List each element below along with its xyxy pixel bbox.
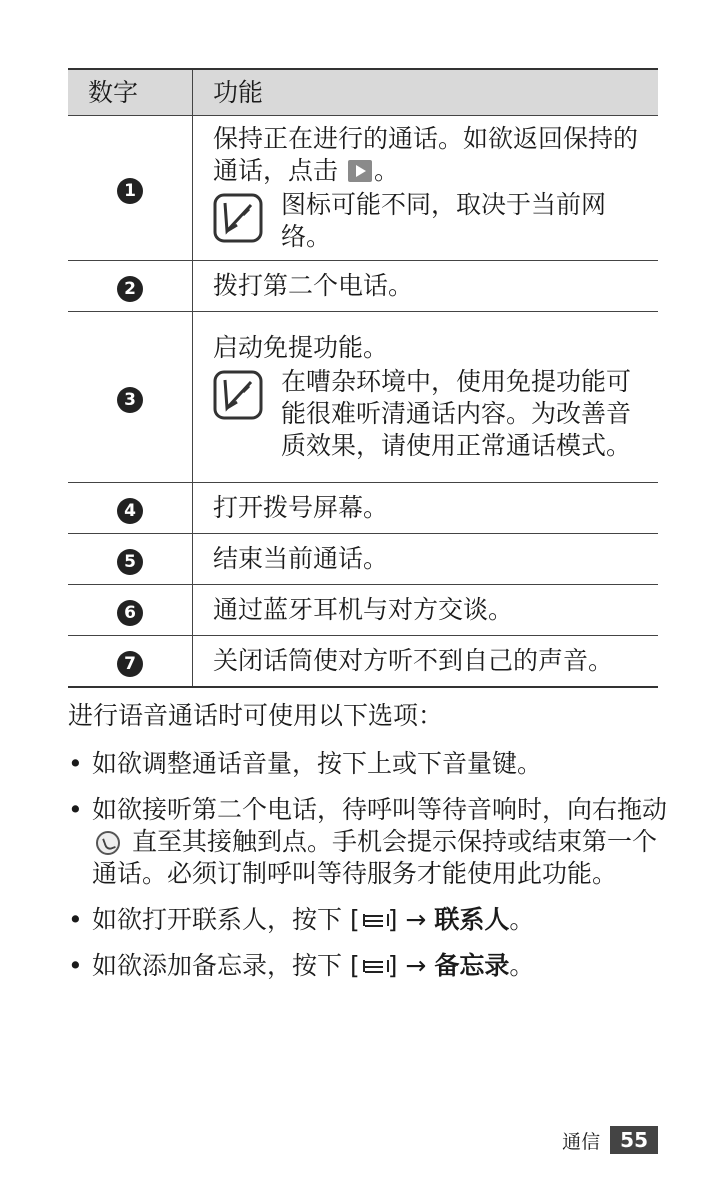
list-item: • 如欲打开联系人，按下 [ ] → 联系人。 [68, 904, 668, 936]
row-text: 拨打第二个电话。 [193, 261, 659, 312]
note-text: 图标可能不同，取决于当前网络。 [281, 190, 607, 251]
table-header-row [68, 69, 658, 116]
intro-paragraph: 进行语音通话时可使用以下选项： [68, 701, 444, 730]
note-text: 在嘈杂环境中，使用免提功能可能很难听清通话内容。为改善音质效果，请使用正常通话模式。 [281, 367, 632, 460]
header-function: 功能 [193, 69, 659, 116]
list-item: • 如欲添加备忘录，按下 [ ] → 备忘录。 [68, 950, 668, 982]
menu-key-icon [361, 912, 387, 930]
header-number: 数字 [68, 69, 193, 116]
row-text: 启动免提功能。 [213, 333, 389, 362]
table-row [68, 116, 658, 261]
page-number: 55 [610, 1126, 658, 1154]
answer-call-icon [96, 831, 120, 855]
menu-key-icon [361, 958, 387, 976]
row-text: 关闭话筒使对方听不到自己的声音。 [193, 636, 659, 687]
row-number: 1 [117, 178, 143, 204]
function-table [68, 68, 658, 688]
note [213, 366, 650, 462]
page-footer [562, 1126, 658, 1154]
table-row [68, 261, 658, 312]
row-number: 2 [117, 276, 143, 302]
note [213, 189, 650, 253]
table-row [68, 534, 658, 585]
list-item: • 如欲调整通话音量，按下上或下音量键。 [68, 748, 668, 780]
row-number: 6 [117, 600, 143, 626]
section-label: 通信 [562, 1130, 601, 1153]
play-icon [348, 160, 372, 182]
row-number: 7 [117, 651, 143, 677]
note-pencil-icon [213, 370, 263, 420]
row-number: 4 [117, 498, 143, 524]
options-list [68, 748, 668, 996]
list-item: • 如欲接听第二个电话，待呼叫等待音响时，向右拖动 直至其接触到点。手机会提示保持或结束第一个通话。必须订制呼叫等待服务才能使用此功能。 [68, 794, 668, 890]
row-text: 结束当前通话。 [193, 534, 659, 585]
table-row [68, 312, 658, 483]
note-pencil-icon [213, 193, 263, 243]
row-text: 通过蓝牙耳机与对方交谈。 [193, 585, 659, 636]
table-row [68, 585, 658, 636]
row-number: 5 [117, 549, 143, 575]
table-row [68, 636, 658, 687]
table-row [68, 483, 658, 534]
row-text: 保持正在进行的通话。如欲返回保持的通话，点击 。 [213, 124, 639, 185]
row-text: 打开拨号屏幕。 [193, 483, 659, 534]
row-number: 3 [117, 387, 143, 413]
